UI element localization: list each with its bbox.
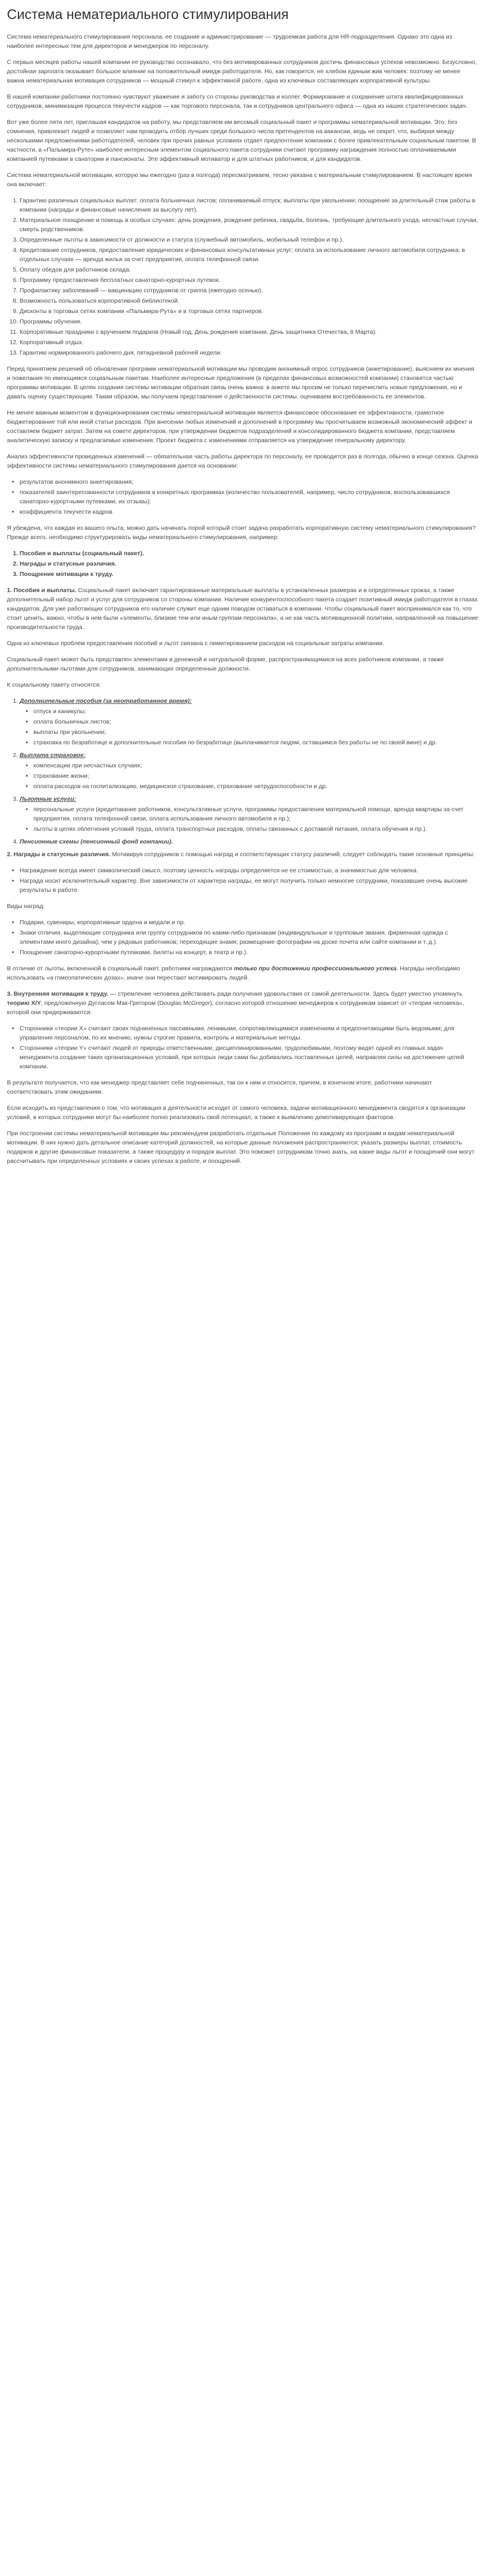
body-paragraph: Одна из ключевых проблем предоставления пособий и льгот связана с лимитированием расходов на социальные затраты компании.: [7, 640, 384, 647]
social-group-items: [20, 805, 479, 834]
benefit-item: 10. Программы обучения.: [20, 317, 479, 326]
efficiency-list: [7, 477, 479, 517]
social-item: • персональные услуги (кредитование работников, консультативные услуги, программы предоставления материальной помощи, аренда квартиры за счет предприятия, оплата телефонной связи, оплата использования личного автомобиля и пр.);: [33, 805, 479, 823]
social-group-heading: Выплата страховок:: [20, 752, 86, 759]
section-benefits: [7, 586, 479, 632]
body-paragraph: Я убеждена, что каждая из вашего опыта, можно дать начинать порой который стоит задача разработать корпоративную систему нематериального стимулирования? Прежде всего, необходимо структурировать виды нематериального стимулирования, например:: [7, 525, 476, 541]
section-heading: 3. Внутренняя мотивация к труду.: [7, 991, 109, 997]
body-paragraph: Перед принятием решений об обновлении программ нематериальной мотивации мы проводим анонимный опрос сотрудников (анкетирование), выясняем их мнения и пожелания по имеющимся социальным пакетам. Наиболее интересные предложения (в пределах финансовых возможностей компании) становятся частью программы мотивации. В целях создания системы мотивации обратная связь очень важна: в анкете мы просим не только перечислить новые предложения, но и давать оценку существующим. Таким образом, мы получаем представление о действенности системы, оцениваем востребованность ее элементов.: [7, 366, 474, 400]
social-item: • страхование жизни;: [33, 771, 479, 781]
intro-paragraph: Система нематериального стимулирования персонала, ее создание и администрирование — трудоемкая работа для HR-подразделения. Однако это одна из наиболее интересных тем для директоров и менеджеров по персоналу.: [7, 33, 452, 50]
motivation-type-item: 2. Награды и статусные различия.: [20, 559, 479, 568]
body-paragraph: Если исходить из представления о том, что мотивация в деятельности исходит от самого человека, задачи мотивационного менеджмента сводятся к организации условий, в которых сотрудники могут бы наиболее полно реализовать свой потенциал, а также к выявлению демотивирующих факторов.: [7, 1105, 466, 1121]
section-text: Мотивируя сотрудников с помощью наград и соответствующих статусу различий, следует соблюдать такие основные принципы:: [110, 851, 475, 858]
award-principle-item: • Награда носит исключительный характер. Вне зависимости от характера награды, ее могут получить только немногие сотрудники, показавшие очень высокие результаты в работе.: [20, 876, 479, 895]
article: [0, 0, 488, 1166]
benefit-item: 5. Оплату обедов для работников склада.: [20, 265, 479, 274]
award-principle-item: • Награждение всегда имеет символический смысл, поэтому ценность награды определяется не ее стоимостью, а значимостью для человека.: [20, 866, 479, 875]
social-group: [20, 837, 479, 846]
social-group: [20, 794, 479, 834]
page-title: Система нематериального стимулирования: [7, 7, 289, 22]
awards-note-text: . Награды необходимо использовать «а гомеопатических дозах», иначе они перестают мотивировать людей.: [7, 965, 460, 981]
awards-note-emphasis: только при достижении профессионального успеха: [233, 965, 397, 972]
social-group-items: [20, 707, 479, 747]
intro-paragraph: С первых месяцев работы нашей компании ее руководство осознавало, что без мотивированных сотрудников достичь финансовых успехов невозможно. Безусловно, достойная зарплата оказывает большое влияние на положительный имидж работодателя. Но, как говорится, не хлебом единым жив человек: поэтому не менее важна нематериальная мотивация сотрудников — мощный стимул к эффективной работе, одна из ключевых составляющих корпоративной культуры.: [7, 59, 477, 84]
efficiency-item: • результатов анонимного анкетирования;: [20, 477, 479, 487]
social-item: • выплаты при увольнении;: [33, 728, 479, 737]
award-kind-item: • Знаки отличия, выделяющие сотрудника или группу сотрудников по каким-либо признакам (индивидуальные и групповые звания, фирменная одежда с элементами иного дизайна), чем у рядовых работников; переходящие знамя; размещение фотографии на доске почета или сайте компании и т. д.).: [20, 928, 479, 947]
benefit-item: 6. Программу предоставления бесплатных санаторно-курортных путевок.: [20, 276, 479, 285]
benefit-item: 1. Гарантию различных социальных выплат: оплата больничных листов; оплачиваемый отпуск; выплаты при увольнении; поощрение за длительный стаж работы в компании (награды и финансовые начисления за выслугу лет).: [20, 196, 479, 214]
award-kind-item: • Поощрение санаторно-курортными путевками, билеты на концерт, в театр и пр.).: [20, 948, 479, 957]
section-text: Социальный пакет включает гарантированные материальные выплаты в установленных размерах и в определенных сроках, а также дополнительный набор льгот и услуг для сотрудников со стороны компании. Наличие конкурентоспособного пакета создает позитивный имидж работодателя в глазах кандидатов. Для уже работающих сотрудников его наличие служит еще одним поводом оставаться в компании. Чтобы социальный пакет воспринимался как то, что стоит ценить, важно, чтобы в нем были «элементы, близкие тем или иным группам персонала», а не как часть мотивационной политики, направленной на повышение производительности труда.: [7, 587, 478, 631]
social-item: • компенсации при несчастных случаях;: [33, 761, 479, 770]
section-awards: [7, 850, 479, 859]
benefits-list: [7, 196, 479, 357]
social-item: • отпуск и каникулы;: [33, 707, 479, 716]
social-group: [20, 751, 479, 791]
efficiency-item: • коэффициента текучести кадров.: [20, 507, 479, 517]
award-kinds-label: Виды наград:: [7, 903, 45, 910]
motivation-type-item: 3. Поощрение мотивации к труду.: [20, 570, 479, 579]
intro-paragraph: Система нематериальной мотивации, которую мы ежегодно (раз в полгода) пересматриваем, тесно увязана с материальным стимулированием. В настоящее время она включает:: [7, 172, 472, 188]
section-heading: 1. Пособия и выплаты.: [7, 587, 77, 594]
theory-name: теорию X/Y: [7, 1000, 41, 1007]
section-internal-motivation: [7, 989, 479, 1017]
motivation-types-list: [7, 549, 479, 579]
social-group-heading: Дополнительные пособия (за неотработанное время):: [20, 698, 192, 705]
section-text: — стремление человека действовать ради получения удовольствия от самой деятельности. Здесь будет уместно упомянуть: [108, 991, 463, 997]
theory-list: [7, 1024, 479, 1071]
section-heading: 2. Награды и статусные различия.: [7, 851, 111, 858]
benefit-item: 4. Кредитование сотрудников, предоставление юридических и финансовых консультативных услуг; оплата за использование личного автомобиля сотрудника; в отдельных случаях — аренда жилья за счет предприятия, оплата телефонной связи.: [20, 246, 479, 264]
social-group-items: [20, 761, 479, 791]
intro-paragraph: В нашей компании работники постоянно чувствуют уважение и заботу со стороны руководства и коллег. Формирование и сохранение штата квалифицированных сотрудников, минимизация процесса текучести кадров — как торгового персонала, так и сотрудников центрального офиса — одна из наших стратегических задач.: [7, 93, 468, 110]
benefit-item: 2. Материальное поощрение и помощь в особых случаях: день рождения, рождение ребенка, свадьба, болезнь, требующие длительного ухода, несчастные случаи, смерть родственников.: [20, 216, 479, 234]
social-item: • льготы в целях облегчения условий труда, оплата транспортных расходов, оплаты связанных с доставкой питания, оплата обучения и пр.).: [33, 824, 479, 834]
awards-note-text: В отличие от льготы, включенной в социальный пакет, работники награждаются: [7, 965, 234, 972]
award-kind-item: • Подарки, сувениры, корпоративные ордена и медали и пр.: [20, 918, 479, 927]
social-item: • оплата больничных листов;: [33, 717, 479, 726]
benefit-item: 3. Определенные льготы в зависимости от должности и статуса (служебный автомобиль, мобильный телефон и пр.).: [20, 235, 479, 244]
body-paragraph: Социальный пакет может быть представлен элементами в денежной и натуральной форме, распространяющимися на всех работников компании, а также дополнительными льготами для сотрудников, занимающих определенные должности.: [7, 656, 444, 672]
theory-item: • Сторонники «теории X» считают своих подчиненных пассивными, ленивыми, сопротивляющимися изменениям и предпочитающими быть ведомыми; для управления персоналом, по их мнению, нужны строгие правила, контроль и материальные методы.: [20, 1024, 479, 1042]
section-text: , предложенную Дугласом Мак-Грегором (Douglas McGregor), согласно которой отношение менеджеров к сотрудникам зависит от «теории человека», которой они придерживаются:: [7, 1000, 464, 1016]
benefit-item: 13. Гарантию нормированного рабочего дня, пятидневной рабочей недели.: [20, 348, 479, 357]
benefit-item: 9. Дисконты в торговых сетях компании «Пальмира-Рута» и в торговых сетях партнеров.: [20, 307, 479, 316]
efficiency-item: • показателей заинтересованности сотрудников в конкретных программах (количество пользователей, например, число сотрудников, воспользовавшихся санаторно-курортными путевками, их отзывы);: [20, 488, 479, 506]
body-paragraph: В результате получается, что как менеджер представляет себе подчиненных, так он к ним и относится, причем, в конечном итоге, работники начинают соответствовать этим ожиданиям.: [7, 1079, 432, 1095]
social-package-list: [7, 696, 479, 846]
benefit-item: 8. Возможность пользоваться корпоративной библиотекой.: [20, 296, 479, 306]
body-paragraph: Не менее важным моментом в функционировании системы нематериальной мотивации является финансовое обоснование ее эффективности, грамотное бюджетирование той или иной статьи расходов. При внесении любых изменений и дополнений в программу мы просчитываем возможный экономический эффект и составляем бюджет затрат. Затем на совете директоров, при утверждении бюджетов подразделений и консолидированного бюджета компании, представляем аналитическую записку и предлагаемые изменения. Проект бюджета с изменениями отправляется на утверждение генеральному директору.: [7, 409, 472, 444]
social-group-heading: Пенсионные схемы (пенсионный фонд компании).: [20, 838, 173, 845]
intro-paragraph: Вот уже более пяти лет, приглашая кандидатов на работу, мы представляем им весомый социальный пакет и программы нематериальной мотивации. Это, без сомнения, привлекает людей и позволяет нам проводить отбор лучших среди большого числа претендентов на вакансии, ведь не секрет, что, выбирая между несколькими предложениями работодателей, человек при прочих равных условиях отдает предпочтение компании с более привлекательным социальным пакетом. В частности, в «Пальмира-Руте» наиболее интересным элементом социального пакета сотрудники считают программу награждения полностью оплачиваемыми компанией путевками в санатории и пансионаты. Эте эффективный мотиватор и для штатных работников, и для кандидатов.: [7, 119, 476, 163]
body-paragraph: К социальному пакету относятся:: [7, 681, 101, 688]
award-kinds-list: [7, 918, 479, 957]
benefit-item: 7. Профилактику заболеваний — вакцинацию сотрудников от гриппа (ежегодно осенью).: [20, 286, 479, 295]
body-paragraph: При построении системы нематериальной мотивации мы рекомендуем разработать отдельные Положения по каждому из программ и видам нематериальной мотивации. В них нужно дать детальное описание категорий должностей, на которые данные положения распространяются; указать размеры выплат, стоимость подарков и другие финансовые показатели, а также процедуру и порядок выплат. Это поможет сотрудникам точно знать, на какие виды льгот и поощрений они могут рассчитывать при определенных условиях и своих успехах в работе, и поощрений.: [7, 1130, 475, 1165]
benefit-item: 12. Корпоративный отдых.: [20, 338, 479, 347]
theory-item: • Сторонники «теории Y» считают людей от природы ответственными, дисциплинированными, трудолюбивыми, поэтому видят одной из главных задач менеджмента создание таких организационных условий, при которых люди сами бы добивались поставленных целей, направляя силы на достижение целей компании.: [20, 1044, 479, 1071]
body-paragraph: Анализ эффективности проведенных изменений — обязательная часть работы директора по персоналу, ее проводится раз в полгода, обычно в конце сезона. Оценка эффективности системы нематериального стимулирования дается на основании:: [7, 453, 478, 469]
social-item: • страховка по безработице и дополнительные пособия по безработице (выплачивается людям, оставшимся без работы не по своей вине) и др.: [33, 738, 479, 747]
benefit-item: 11. Корпоративные праздники с вручением подарков (Новый год, День рождения компании, День защитника Отечества, 8 Марта).: [20, 327, 479, 337]
social-group: [20, 696, 479, 747]
social-item: • оплата расходов на госпитализацию, медицинское страхование, страхование нетрудоспособности и др.: [33, 782, 479, 791]
motivation-type-item: 1. Пособия и выплаты (социальный пакет).: [20, 549, 479, 558]
award-principles-list: [7, 866, 479, 895]
social-group-heading: Льготные услуги:: [20, 796, 77, 803]
awards-note: [7, 964, 479, 982]
